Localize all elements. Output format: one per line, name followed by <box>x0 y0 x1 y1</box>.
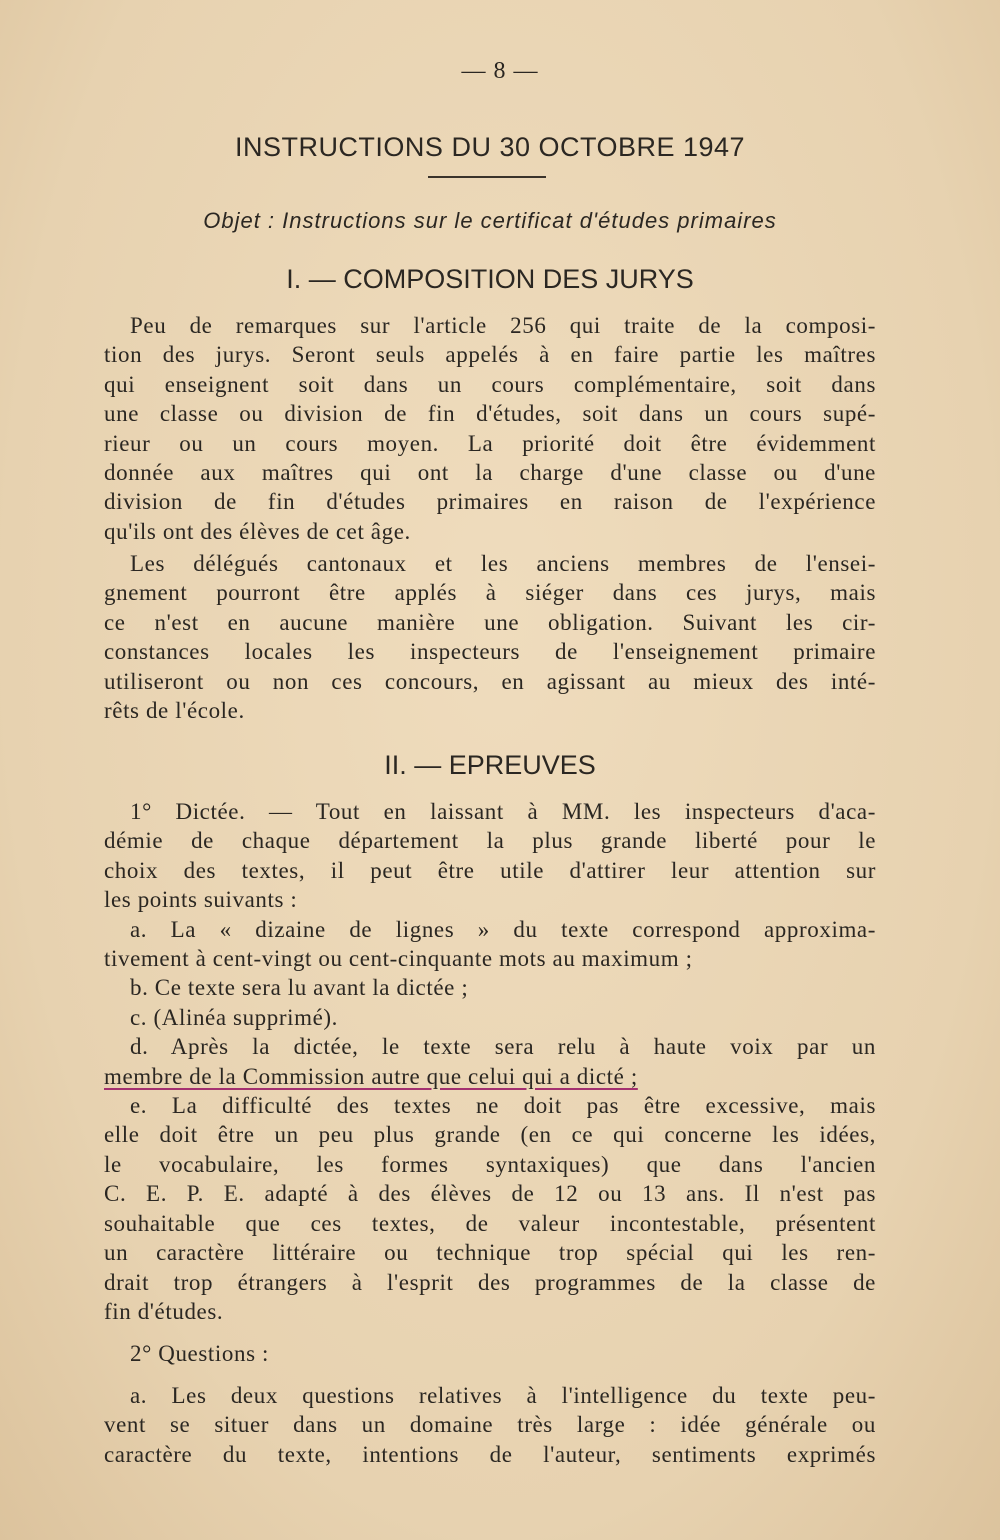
text-line: choix des textes, il peut être utile d'attirer leur attention sur <box>104 857 876 883</box>
paragraph-jurys-2 <box>104 549 876 725</box>
text-line: un caractère littéraire ou technique trop spécial qui les ren- <box>104 1240 876 1266</box>
text-line: qu'ils ont des élèves de cet âge. <box>104 518 411 544</box>
text-line: souhaitable que ces textes, de valeur incontestable, présentent <box>104 1210 876 1236</box>
title-divider <box>428 176 546 178</box>
text-line: rieur ou un cours moyen. La priorité doit être évidemment <box>104 430 876 456</box>
text-line: les points suivants : <box>104 887 298 913</box>
text-line: vent se situer dans un domaine très large : idée générale ou <box>104 1412 876 1438</box>
text-line: le vocabulaire, les formes syntaxiques) que dans l'ancien <box>104 1151 876 1177</box>
text-line: fin d'études. <box>104 1298 224 1324</box>
text-line: d. Après la dictée, le texte sera relu à haute voix par un <box>130 1034 876 1060</box>
object-line: Objet : Instructions sur le certificat d'études primaires <box>203 208 777 233</box>
text-line: drait trop étrangers à l'esprit des programmes de la classe de <box>104 1269 876 1295</box>
text-line: donnée aux maîtres qui ont la charge d'une classe ou d'une <box>104 460 876 486</box>
text-line: elle doit être un peu plus grande (en ce qui concerne les idées, <box>104 1122 876 1148</box>
text-line: ce n'est en aucune manière une obligation. Suivant les cir- <box>104 609 876 635</box>
text-line: c. (Alinéa supprimé). <box>130 1004 339 1030</box>
text-line: C. E. P. E. adapté à des élèves de 12 ou 13 ans. Il n'est pas <box>104 1181 876 1207</box>
text-line: a. La « dizaine de lignes » du texte correspond approxima- <box>130 916 876 942</box>
text-line: tion des jurys. Seront seuls appelés à en faire partie les maîtres <box>104 342 876 368</box>
text-line: 2° Questions : <box>130 1341 269 1366</box>
text-line: constances locales les inspecteurs de l'enseignement primaire <box>104 639 876 665</box>
text-line: Peu de remarques sur l'article 256 qui traite de la composi- <box>130 313 876 338</box>
paragraph-questions <box>104 1381 876 1469</box>
text-line: b. Ce texte sera lu avant la dictée ; <box>130 975 469 1001</box>
paragraph-jurys-1 <box>104 311 876 546</box>
section-heading-jurys: I. — COMPOSITION DES JURYS <box>286 264 694 294</box>
text-line: utiliseront ou non ces concours, en agissant au mieux des inté- <box>104 668 876 694</box>
text-line: rêts de l'école. <box>104 698 245 724</box>
text-line: gnement pourront être applés à siéger dans ces jurys, mais <box>104 580 876 606</box>
text-line: tivement à cent-vingt ou cent-cinquante mots au maximum ; <box>104 946 693 972</box>
text-line: a. Les deux questions relatives à l'intelligence du texte peu- <box>130 1383 876 1408</box>
text-line: Les délégués cantonaux et les anciens membres de l'ensei- <box>130 551 876 576</box>
page-number: — 8 — <box>461 58 539 84</box>
paragraph-dictee <box>104 797 876 1326</box>
text-line: démie de chaque département la plus grande liberté pour le <box>104 828 876 854</box>
text-line-underlined: membre de la Commission autre que celui qui a dicté ; <box>104 1063 638 1089</box>
text-line: e. La difficulté des textes ne doit pas être excessive, mais <box>130 1093 876 1119</box>
text-line: caractère du texte, intentions de l'auteur, sentiments exprimés <box>104 1441 876 1467</box>
page-title: INSTRUCTIONS DU 30 OCTOBRE 1947 <box>234 132 746 162</box>
text-line: division de fin d'études primaires en raison de l'expérience <box>104 489 876 515</box>
text-line: qui enseignent soit dans un cours complémentaire, soit dans <box>104 371 876 397</box>
questions-heading <box>104 1339 876 1368</box>
text-line: une classe ou division de fin d'études, soit dans un cours supé- <box>104 401 876 427</box>
text-line: 1° Dictée. — Tout en laissant à MM. les inspecteurs d'aca- <box>130 799 876 824</box>
section-heading-epreuves: II. — EPREUVES <box>384 750 596 780</box>
